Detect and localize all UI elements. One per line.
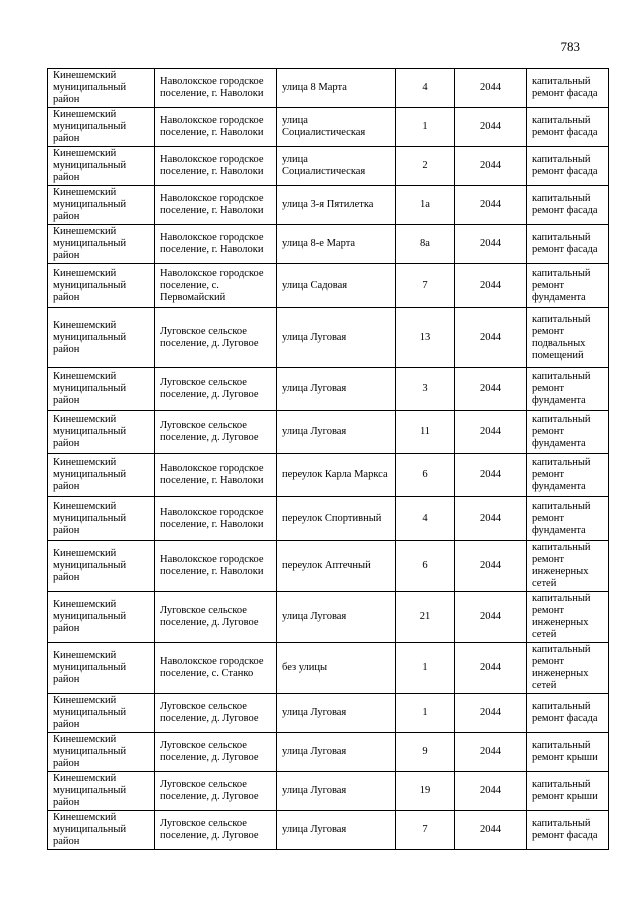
cell-district: Кинешемский муниципальный район — [48, 368, 155, 411]
cell-street: улица Луговая — [277, 308, 396, 368]
cell-house: 1 — [396, 108, 455, 147]
cell-street: улица Луговая — [277, 411, 396, 454]
cell-year: 2044 — [455, 541, 527, 592]
cell-house: 3 — [396, 368, 455, 411]
cell-street: улица Луговая — [277, 772, 396, 811]
cell-house: 1 — [396, 643, 455, 694]
cell-district: Кинешемский муниципальный район — [48, 108, 155, 147]
cell-work: капитальный ремонт крыши — [527, 733, 609, 772]
table-row — [48, 186, 609, 225]
table-row — [48, 225, 609, 264]
cell-settlement: Луговское сельское поселение, д. Луговое — [155, 368, 277, 411]
cell-work: капитальный ремонт фасада — [527, 186, 609, 225]
table-row — [48, 733, 609, 772]
cell-street: улица 3-я Пятилетка — [277, 186, 396, 225]
table-row — [48, 69, 609, 108]
cell-year: 2044 — [455, 186, 527, 225]
cell-settlement: Наволокское городское поселение, г. Наволоки — [155, 541, 277, 592]
cell-year: 2044 — [455, 592, 527, 643]
cell-work: капитальный ремонт фасада — [527, 69, 609, 108]
cell-district: Кинешемский муниципальный район — [48, 772, 155, 811]
cell-settlement: Луговское сельское поселение, д. Луговое — [155, 811, 277, 850]
registry-table — [47, 68, 609, 850]
cell-house: 7 — [396, 811, 455, 850]
cell-house: 11 — [396, 411, 455, 454]
cell-settlement: Наволокское городское поселение, г. Наволоки — [155, 454, 277, 497]
table-row — [48, 454, 609, 497]
cell-year: 2044 — [455, 772, 527, 811]
cell-year: 2044 — [455, 225, 527, 264]
cell-district: Кинешемский муниципальный район — [48, 147, 155, 186]
cell-settlement: Наволокское городское поселение, г. Наволоки — [155, 108, 277, 147]
table-row — [48, 643, 609, 694]
cell-street: улица Садовая — [277, 264, 396, 308]
table-row — [48, 108, 609, 147]
cell-settlement: Наволокское городское поселение, г. Наволоки — [155, 186, 277, 225]
cell-work: капитальный ремонт крыши — [527, 772, 609, 811]
cell-house: 2 — [396, 147, 455, 186]
cell-year: 2044 — [455, 811, 527, 850]
cell-house: 13 — [396, 308, 455, 368]
cell-year: 2044 — [455, 368, 527, 411]
cell-work: капитальный ремонт фасада — [527, 225, 609, 264]
cell-work: капитальный ремонт фундамента — [527, 497, 609, 541]
cell-street: улица Луговая — [277, 592, 396, 643]
table-row — [48, 497, 609, 541]
table-row — [48, 308, 609, 368]
cell-street: улица 8 Марта — [277, 69, 396, 108]
cell-year: 2044 — [455, 147, 527, 186]
cell-year: 2044 — [455, 69, 527, 108]
cell-house: 7 — [396, 264, 455, 308]
table-row — [48, 264, 609, 308]
cell-settlement: Луговское сельское поселение, д. Луговое — [155, 411, 277, 454]
cell-year: 2044 — [455, 733, 527, 772]
cell-settlement: Наволокское городское поселение, с. Станко — [155, 643, 277, 694]
table-row — [48, 411, 609, 454]
cell-district: Кинешемский муниципальный район — [48, 186, 155, 225]
cell-work: капитальный ремонт фундамента — [527, 454, 609, 497]
cell-work: капитальный ремонт фасада — [527, 694, 609, 733]
cell-street: переулок Аптечный — [277, 541, 396, 592]
cell-district: Кинешемский муниципальный район — [48, 264, 155, 308]
table-body — [48, 69, 609, 850]
cell-settlement: Наволокское городское поселение, г. Наволоки — [155, 147, 277, 186]
cell-street: переулок Спортивный — [277, 497, 396, 541]
cell-district: Кинешемский муниципальный район — [48, 694, 155, 733]
cell-house: 6 — [396, 454, 455, 497]
cell-house: 4 — [396, 69, 455, 108]
cell-settlement: Луговское сельское поселение, д. Луговое — [155, 694, 277, 733]
cell-street: улица 8-е Марта — [277, 225, 396, 264]
cell-year: 2044 — [455, 694, 527, 733]
cell-year: 2044 — [455, 454, 527, 497]
table-row — [48, 368, 609, 411]
cell-district: Кинешемский муниципальный район — [48, 541, 155, 592]
cell-street: улица Луговая — [277, 368, 396, 411]
cell-work: капитальный ремонт фасада — [527, 811, 609, 850]
cell-year: 2044 — [455, 308, 527, 368]
cell-house: 19 — [396, 772, 455, 811]
cell-work: капитальный ремонт инженерных сетей — [527, 592, 609, 643]
cell-work: капитальный ремонт инженерных сетей — [527, 541, 609, 592]
table-row — [48, 694, 609, 733]
cell-district: Кинешемский муниципальный район — [48, 811, 155, 850]
cell-house: 4 — [396, 497, 455, 541]
cell-district: Кинешемский муниципальный район — [48, 497, 155, 541]
cell-street: переулок Карла Маркса — [277, 454, 396, 497]
cell-settlement: Луговское сельское поселение, д. Луговое — [155, 733, 277, 772]
cell-settlement: Наволокское городское поселение, г. Наволоки — [155, 225, 277, 264]
cell-year: 2044 — [455, 264, 527, 308]
table-row — [48, 811, 609, 850]
cell-year: 2044 — [455, 108, 527, 147]
cell-work: капитальный ремонт фундамента — [527, 368, 609, 411]
cell-year: 2044 — [455, 643, 527, 694]
cell-settlement: Наволокское городское поселение, с. Первомайский — [155, 264, 277, 308]
cell-district: Кинешемский муниципальный район — [48, 225, 155, 264]
table-row — [48, 147, 609, 186]
cell-work: капитальный ремонт фасада — [527, 108, 609, 147]
cell-district: Кинешемский муниципальный район — [48, 733, 155, 772]
cell-house: 6 — [396, 541, 455, 592]
cell-street: улица Социалистическая — [277, 147, 396, 186]
cell-house: 9 — [396, 733, 455, 772]
table-row — [48, 592, 609, 643]
cell-house: 1а — [396, 186, 455, 225]
cell-street: улица Луговая — [277, 811, 396, 850]
cell-district: Кинешемский муниципальный район — [48, 411, 155, 454]
cell-district: Кинешемский муниципальный район — [48, 69, 155, 108]
cell-district: Кинешемский муниципальный район — [48, 592, 155, 643]
cell-work: капитальный ремонт фундамента — [527, 264, 609, 308]
cell-house: 21 — [396, 592, 455, 643]
cell-year: 2044 — [455, 497, 527, 541]
cell-district: Кинешемский муниципальный район — [48, 308, 155, 368]
cell-district: Кинешемский муниципальный район — [48, 454, 155, 497]
cell-settlement: Луговское сельское поселение, д. Луговое — [155, 308, 277, 368]
cell-settlement: Наволокское городское поселение, г. Наволоки — [155, 69, 277, 108]
cell-district: Кинешемский муниципальный район — [48, 643, 155, 694]
cell-work: капитальный ремонт инженерных сетей — [527, 643, 609, 694]
table-row — [48, 541, 609, 592]
cell-settlement: Луговское сельское поселение, д. Луговое — [155, 772, 277, 811]
cell-settlement: Луговское сельское поселение, д. Луговое — [155, 592, 277, 643]
table-row — [48, 772, 609, 811]
cell-house: 1 — [396, 694, 455, 733]
cell-work: капитальный ремонт фундамента — [527, 411, 609, 454]
cell-work: капитальный ремонт подвальных помещений — [527, 308, 609, 368]
cell-street: без улицы — [277, 643, 396, 694]
cell-year: 2044 — [455, 411, 527, 454]
cell-house: 8а — [396, 225, 455, 264]
cell-settlement: Наволокское городское поселение, г. Наволоки — [155, 497, 277, 541]
cell-street: улица Социалистическая — [277, 108, 396, 147]
page-number: 783 — [560, 39, 580, 54]
cell-street: улица Луговая — [277, 733, 396, 772]
cell-street: улица Луговая — [277, 694, 396, 733]
cell-work: капитальный ремонт фасада — [527, 147, 609, 186]
